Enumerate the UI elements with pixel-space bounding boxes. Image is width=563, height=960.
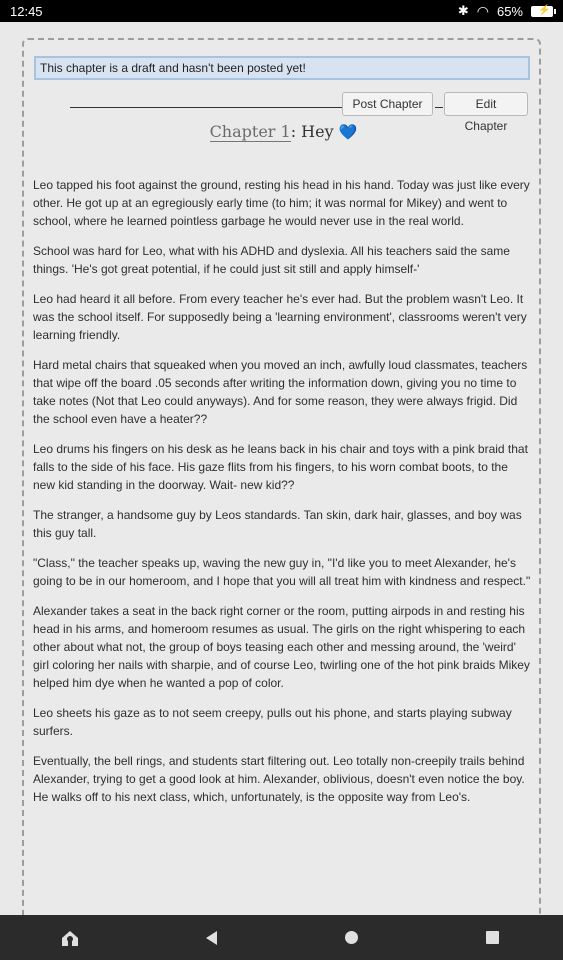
paragraph: School was hard for Leo, what with his ADHD and dyslexia. All his teachers said the same things. 'He's got great potential, if he could just sit still and apply himself-': [33, 244, 510, 276]
navigation-bar: [0, 915, 563, 960]
battery-percent: 65%: [496, 3, 523, 19]
paragraph: Leo sheets his gaze as to not seem creepy, pulls out his phone, and starts playing subway surfers.: [33, 706, 512, 738]
home-shortcut-icon[interactable]: [50, 923, 90, 953]
post-chapter-button[interactable]: Post Chapter: [342, 92, 433, 116]
chapter-editor-card: [22, 38, 541, 928]
divider: [70, 107, 354, 108]
clock: 12:45: [10, 3, 43, 19]
blue-heart-emoji: 💙: [338, 123, 358, 141]
back-icon[interactable]: [191, 923, 231, 953]
recents-icon[interactable]: [473, 923, 513, 953]
status-bar: [0, 0, 563, 22]
paragraph: Leo tapped his foot against the ground, resting his head in his hand. Today was just like every other. He got up at an egregiously early time (to him; it was normal for Mikey) and went to school, where he learned pointless garbage he would never use in the real world.: [33, 178, 530, 228]
home-icon[interactable]: [332, 923, 372, 953]
paragraph: "Class," the teacher speaks up, waving the new guy in, "I'd like you to meet Alexander, he's going to be in our homeroom, and I hope that you will all treat him with kindness and respect.": [33, 556, 531, 588]
chapter-name: : Hey: [290, 122, 334, 141]
paragraph: Eventually, the bell rings, and students start filtering out. Leo totally non-creepily trails behind Alexander, trying to get a good look at him. Alexander, oblivious, doesn't even notice the boy. He walks off to his next class, which, unfortunately, is the opposite way from Leo's.: [33, 754, 525, 804]
edit-chapter-button[interactable]: Edit Chapter: [444, 92, 528, 116]
paragraph: Leo drums his fingers on his desk as he leans back in his chair and toys with a pink braid that falls to the side of his face. His gaze flits from his fingers, to his worn combat boots, to the new kid standing in the doorway. Wait- new kid??: [33, 442, 528, 492]
draft-notice: This chapter is a draft and hasn't been posted yet!: [34, 56, 530, 80]
status-icons: [458, 3, 553, 20]
paragraph: The stranger, a handsome guy by Leos standards. Tan skin, dark hair, glasses, and boy was this guy tall.: [33, 508, 522, 540]
paragraph: Hard metal chairs that squeaked when you moved an inch, awfully loud classmates, teachers that wipe off the board .05 seconds after writing the information down, giving you no time to take notes (Not that Leo could anyways). And for some reason, they were always frigid. Did the school even have a heater??: [33, 358, 528, 426]
paragraph: Leo had heard it all before. From every teacher he's ever had. But the problem wasn't Leo. It was the school itself. For supposedly being a 'learning environment', classrooms weren't very learning friendly.: [33, 292, 527, 342]
battery-icon: ⚡: [531, 6, 553, 17]
bluetooth-icon: ✱: [457, 3, 469, 18]
chapter-body: [33, 176, 533, 818]
paragraph: Alexander takes a seat in the back right corner or the room, putting airpods in and resting his head in his arms, and homeroom resumes as usual. The girls on the right whispering to each other about what not, the group of boys teasing each other and messing around, the 'weird' girl coloring her nails with sharpie, and of course Leo, twirling one of the hot pink braids Mikey helped him dye when he wanted a pop of color.: [33, 604, 530, 690]
divider: [435, 107, 443, 108]
chapter-title: [24, 122, 541, 141]
wifi-icon: ◠: [476, 2, 489, 19]
chapter-number-link[interactable]: Chapter 1: [209, 122, 291, 141]
